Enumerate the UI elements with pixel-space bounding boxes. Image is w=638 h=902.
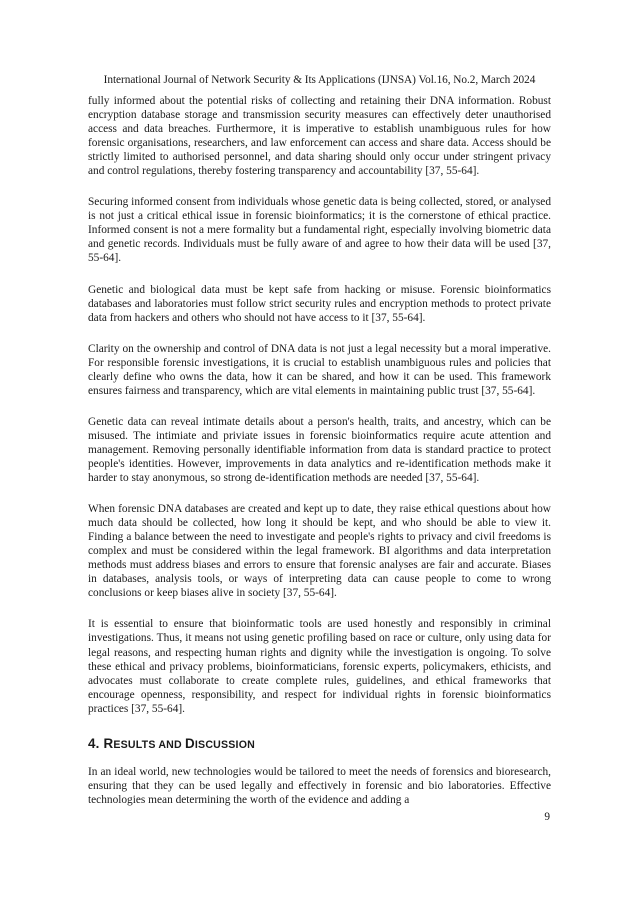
running-header: International Journal of Network Security & Its Applications (IJNSA) Vol.16, No.2, March 2024	[103, 74, 536, 86]
paragraph-dna-databases: When forensic DNA databases are created and kept up to date, they raise ethical questions about how much data should be collected, how long it should be kept, and who should be able to view it. Finding a balance between the need to investigate and people's rights to privacy and civil freedoms is complex and must be considered within the legal framework. BI algorithms and data interpretation methods must address biases and errors to ensure that forensic analyses are fair and accurate. Biases in databases, analysis tools, or ways of interpreting data can cause people to come to wrong conclusions or keep biases alive in society [37, 55-64].	[88, 503, 551, 600]
section-title-rest-2: ISCUSSION	[194, 738, 255, 751]
section-title-initial-2: D	[185, 735, 195, 751]
section-title-initial-1: R	[103, 735, 114, 751]
paragraph-data-ownership: Clarity on the ownership and control of DNA data is not just a legal necessity but a moral imperative. For responsible forensic investigations, it is crucial to establish unambiguous rules and policies that clearly define who owns the data, how it can be shared, and how it can be used. This framework ensures fairness and transparency, which are vital elements in maintaining public trust [37, 55-64].	[88, 342, 551, 397]
section-heading	[88, 733, 551, 751]
paragraph-data-security: Genetic and biological data must be kept safe from hacking or misuse. Forensic bioinformatics databases and laboratories must follow strict security rules and encryption methods to protect private data from hackers and others who should not have access to it [37, 55-64].	[88, 283, 551, 324]
paragraph-results-intro: In an ideal world, new technologies would be tailored to meet the needs of forensics and bioresearch, ensuring that they can be used legally and effectively in forensic and bio laboratories. Effective technologies mean determining the worth of the evidence and adding a	[88, 765, 551, 806]
page-number: 9	[544, 811, 550, 823]
paragraph-responsible-use: It is essential to ensure that bioinformatic tools are used honestly and responsibly in criminal investigations. Thus, it means not using genetic profiling based on race or culture, only using data for legal reasons, and respecting human rights and dignity while the investigation is ongoing. To solve these ethical and privacy problems, bioinformaticians, forensic experts, policymakers, ethicists, and advocates must collaborate to create complete rules, guidelines, and ethical frameworks that encourage openness, responsibility, and respect for individual rights in forensic bioinformatics practices [37, 55-64].	[88, 618, 551, 715]
section-number: 4.	[88, 735, 104, 751]
section-title-rest-1: ESULTS AND	[113, 738, 186, 751]
body-text	[88, 94, 551, 807]
paragraph-informed-consent: Securing informed consent from individuals whose genetic data is being collected, stored, or analysed is not just a critical ethical issue in forensic bioinformatics; it is the cornerstone of ethical practice. Informed consent is not a mere formality but a fundamental right, especially involving biometric data and genetic records. Individuals must be fully aware of and agree to how their data will be used [37, 55-64].	[88, 196, 551, 265]
paragraph-privacy-risks: fully informed about the potential risks of collecting and retaining their DNA information. Robust encryption database storage and transmission security measures can effectively deter unauthorised access and data breaches. Furthermore, it is imperative to establish unambiguous rules for how forensic organisations, researchers, and law enforcement can access and share data. Access should be strictly limited to authorised personnel, and data sharing should only occur under stringent privacy and control regulations, thereby fostering transparency and accountability [37, 55-64].	[88, 95, 551, 178]
paragraph-deidentification: Genetic data can reveal intimate details about a person's health, traits, and ancestry, which can be misused. The intimiate and priviate issues in forensic bioinformatics require acute attention and management. Removing personally identifiable information from data is standard practice to protect people's identities. However, improvements in data analytics and re-identification methods make it harder to stay anonymous, so strong de-identification methods are needed [37, 55-64].	[88, 415, 551, 485]
